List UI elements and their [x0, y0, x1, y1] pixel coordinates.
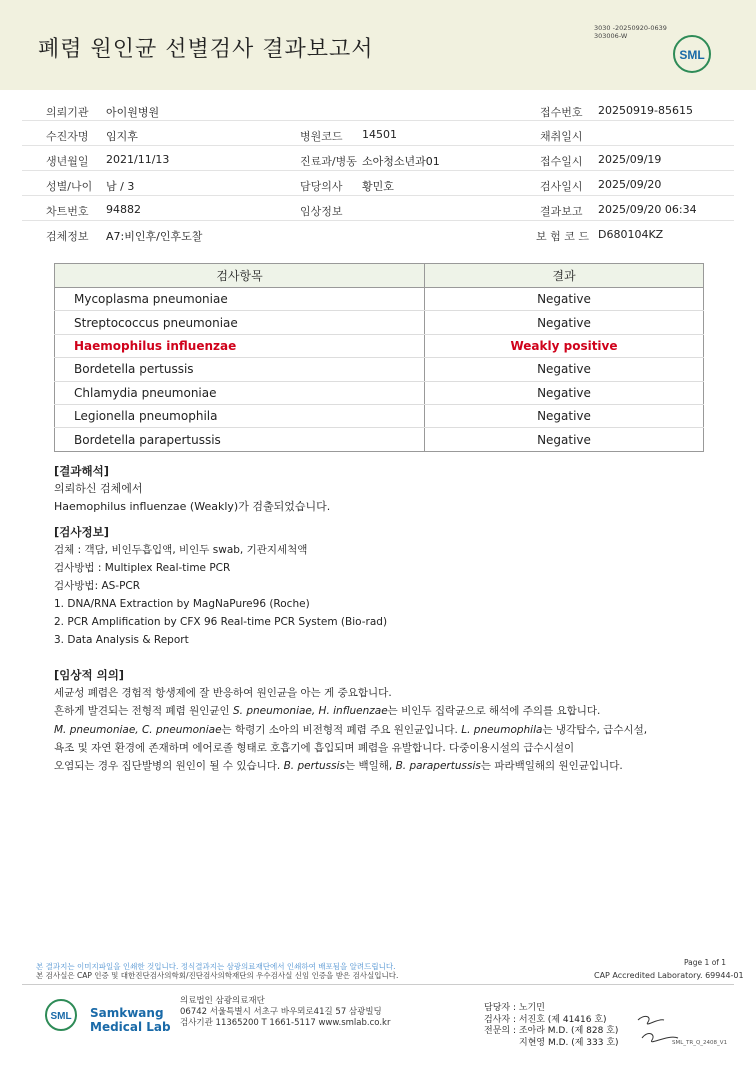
footer-divider: [22, 984, 734, 985]
test-item: Bordetella pertussis: [55, 358, 425, 381]
test-item: Streptococcus pneumoniae: [55, 311, 425, 334]
clinical-line-2: [54, 702, 647, 720]
cap-lab-number: CAP Accredited Laboratory. 69944-01: [594, 971, 744, 980]
info-row-1: [0, 104, 756, 128]
organism-name: L. pneumophila: [461, 723, 543, 736]
brand-line-2: Medical Lab: [90, 1020, 171, 1034]
receipt-date-value: 2025/09/19: [598, 153, 662, 166]
report-header: [0, 0, 756, 90]
test-item: Bordetella parapertussis: [55, 428, 425, 451]
birth-value: 2021/11/13: [106, 153, 170, 166]
test-info-heading: [검사정보]: [54, 525, 109, 539]
test-item: Haemophilus influenzae: [55, 334, 425, 357]
text-span: 흔하게 발견되는 전형적 폐렴 원인균인: [54, 705, 233, 718]
report-title: 폐렴 원인균 선별검사 결과보고서: [38, 37, 374, 62]
dept-label: 진료과/병동: [300, 155, 357, 168]
table-row: [55, 311, 704, 334]
chart-no-value: 94882: [106, 203, 141, 216]
brand-name: [90, 1006, 171, 1034]
page-number: Page 1 of 1: [684, 958, 727, 967]
table-row: [55, 381, 704, 404]
text-span: 는 비인두 집락균으로 해석에 주의를 요합니다.: [387, 705, 601, 718]
svg-text:SML: SML: [50, 1011, 72, 1022]
test-info-step-1: 1. DNA/RNA Extraction by MagNaPure96 (Roche): [54, 598, 310, 610]
org-line-3: 검사기관 11365200 T 1661-5117 www.smlab.co.kr: [180, 1018, 391, 1028]
form-number: SML_TR_Q_2408_V1: [672, 1040, 728, 1046]
test-result: Negative: [425, 428, 704, 451]
divider: [22, 170, 734, 171]
test-item: Legionella pneumophila: [55, 404, 425, 427]
staff-info: [484, 1003, 619, 1049]
clinical-heading: [임상적 의의]: [54, 668, 125, 682]
table-row: [55, 404, 704, 427]
test-item: Chlamydia pneumoniae: [55, 381, 425, 404]
insurance-code-value: D680104KZ: [598, 228, 664, 241]
clinical-line-1: 세균성 폐렴은 경험적 항생제에 잘 반응하여 원인균을 아는 게 중요합니다.: [54, 687, 392, 700]
receipt-no-value: 20250919-85615: [598, 104, 693, 117]
sml-logo-icon: [672, 34, 712, 74]
info-row-5: [0, 203, 756, 227]
interpretation-heading: [결과해석]: [54, 464, 109, 478]
staff-line-4: 지현영 M.D. (제 333 호): [519, 1037, 619, 1048]
dept-value: 소아청소년과01: [362, 155, 440, 168]
info-row-3: [0, 153, 756, 177]
interpretation-section: [54, 462, 330, 516]
divider: [22, 220, 734, 221]
clinical-label: 임상정보: [300, 205, 343, 218]
staff-line-2: 검사자 : 서진호 (제 41416 호): [484, 1014, 607, 1025]
organism-name: B. pertussis: [283, 760, 345, 773]
organization-info: [180, 996, 390, 1029]
receipt-no-label: 접수번호: [540, 106, 583, 119]
org-line-2: 06742 서울특별시 서초구 바우뫼로41길 57 삼광빌딩: [180, 1007, 382, 1017]
organism-name: S. pneumoniae, H. influenzae: [232, 705, 388, 718]
sml-logo-icon: [44, 998, 78, 1032]
test-info-step-2: 2. PCR Amplification by CFX 96 Real-time PCR System (Bio-rad): [54, 616, 388, 628]
doctor-label: 담당의사: [300, 180, 343, 193]
text-span: 는 학령기 소아의 비전형적 폐렴 주요 원인균입니다.: [221, 723, 462, 736]
org-line-1: 의료법인 삼광의료재단: [180, 996, 265, 1006]
test-result: Negative: [425, 311, 704, 334]
clinical-line-5: [54, 757, 647, 775]
test-info-step-3: 3. Data Analysis & Report: [54, 634, 189, 646]
svg-text:SML: SML: [679, 48, 705, 62]
interpretation-line-2: Haemophilus influenzae (Weakly)가 검출되었습니다.: [54, 500, 331, 513]
hospital-code-value: 14501: [362, 128, 397, 141]
test-info-specimen: 검체 : 객담, 비인두흡입액, 비인두 swab, 기관지세척액: [54, 544, 308, 556]
table-row: [55, 288, 704, 311]
doc-id-line-2: 303006-W: [594, 32, 628, 40]
table-row: [55, 358, 704, 381]
test-date-value: 2025/09/20: [598, 178, 662, 191]
table-row: [55, 428, 704, 451]
clinical-significance-section: [54, 666, 647, 775]
test-info-section: [54, 523, 387, 649]
staff-line-1: 담당자 : 노기민: [484, 1003, 545, 1013]
test-result: Weakly positive: [425, 334, 704, 357]
info-row-4: [0, 178, 756, 202]
print-warning: 본 결과지는 이미지파일을 인쇄한 것입니다. 정식결과지는 삼광의료재단에서 인쇄하여 배포됨을 알려드립니다.: [36, 962, 396, 971]
text-span: 는 파라백일해의 원인균입니다.: [480, 760, 623, 773]
text-span: 는 냉각탑수, 급수시설,: [542, 723, 648, 736]
receipt-date-label: 접수일시: [540, 155, 583, 168]
organism-name: B. parapertussis: [395, 760, 481, 773]
specimen-value: A7:비인후/인후도찰: [106, 230, 203, 243]
doc-id-line-1: 3030 -20250920-0639: [594, 24, 667, 32]
results-table: [54, 263, 704, 452]
test-result: Negative: [425, 381, 704, 404]
insurance-code-label: 보 험 코 드: [536, 230, 589, 243]
test-result: Negative: [425, 404, 704, 427]
test-item: Mycoplasma pneumoniae: [55, 288, 425, 311]
specimen-label: 검체정보: [46, 230, 89, 243]
clinical-line-3: [54, 721, 647, 739]
col-result-header: 결과: [425, 264, 704, 288]
test-info-method-1: 검사방법 : Multiplex Real-time PCR: [54, 562, 231, 574]
divider: [22, 145, 734, 146]
table-row-positive: [55, 334, 704, 357]
test-result: Negative: [425, 358, 704, 381]
hospital-code-label: 병원코드: [300, 130, 343, 143]
cap-certification-note: 본 검사실은 CAP 인증 및 대한진단검사의학회/진단검사의학재단의 우수검사실 신임 인증을 받은 검사실입니다.: [36, 971, 399, 980]
patient-value: 임지후: [106, 130, 138, 143]
brand-line-1: Samkwang: [90, 1006, 164, 1020]
info-row-6: [0, 228, 756, 252]
test-result: Negative: [425, 288, 704, 311]
results-header-row: [55, 264, 704, 288]
divider: [22, 195, 734, 196]
divider: [22, 120, 734, 121]
info-row-2: [0, 128, 756, 152]
collect-date-label: 채취일시: [540, 130, 583, 143]
hospital-value: 아이원병원: [106, 106, 160, 119]
chart-no-label: 차트번호: [46, 205, 89, 218]
organism-name: M. pneumoniae, C. pneumoniae: [54, 723, 222, 736]
text-span: 는 백일해,: [344, 760, 396, 773]
report-date-value: 2025/09/20 06:34: [598, 203, 697, 216]
staff-line-3: 전문의 : 조아라 M.D. (제 828 호): [484, 1026, 619, 1036]
doctor-value: 황민호: [362, 180, 394, 193]
document-id: [594, 24, 667, 40]
sex-age-value: 남 / 3: [106, 180, 135, 193]
patient-label: 수진자명: [46, 130, 89, 143]
text-span: 오염되는 경우 집단발병의 원인이 될 수 있습니다.: [54, 760, 284, 773]
report-date-label: 결과보고: [540, 205, 583, 218]
birth-label: 생년월일: [46, 155, 89, 168]
interpretation-line-1: 의뢰하신 검체에서: [54, 482, 143, 495]
hospital-label: 의뢰기관: [46, 106, 89, 119]
col-item-header: 검사항목: [55, 264, 425, 288]
sex-age-label: 성별/나이: [46, 180, 93, 193]
test-info-method-2: 검사방법: AS-PCR: [54, 580, 141, 592]
clinical-line-4: 욕조 및 자연 환경에 존재하며 에어로졸 형태로 호흡기에 흡입되며 폐렴을 유발합니다. 다중이용시설의 급수시설이: [54, 741, 575, 754]
test-date-label: 검사일시: [540, 180, 583, 193]
